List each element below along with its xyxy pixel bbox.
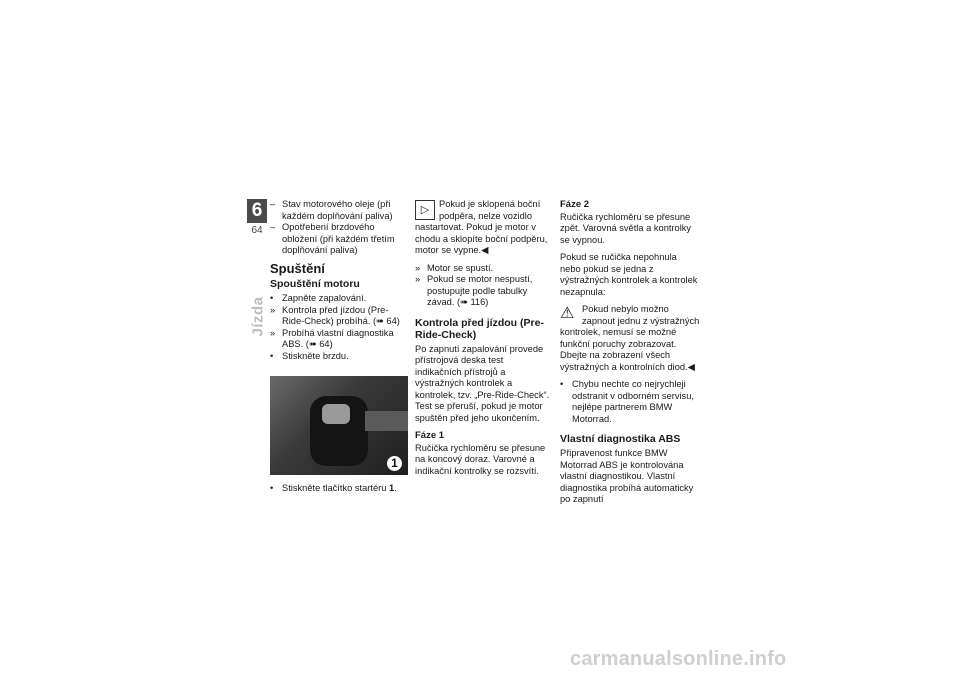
- handlebar-switch-photo: [270, 376, 408, 475]
- section-title: Spuštění: [270, 260, 325, 276]
- phase-title: Fáze 1: [415, 430, 445, 441]
- list-item: » Kontrola před jízdou (Pre-Ride-Check) probíhá. (➠ 64): [270, 304, 400, 326]
- watermark: carmanualsonline.info: [570, 648, 787, 670]
- list-item: • Stiskněte tlačítko startéru 1.: [270, 483, 397, 493]
- subsection-title: Spouštění motoru: [270, 278, 360, 290]
- photo-callout-label: 1: [387, 456, 402, 471]
- section-heading: Kontrola před jízdou (Pre-Ride-Check): [415, 316, 544, 341]
- chapter-number-tab: 6: [247, 199, 267, 223]
- paragraph: Pokud se ručička nepohnula nebo pokud se jedna z výstražných kontrolek a kontrolek nezapnula:: [560, 252, 698, 297]
- paragraph: Ručička rychloměru se přesune zpět. Varovná světla a kontrolky se vypnou.: [560, 211, 692, 245]
- list-item: • Stiskněte brzdu.: [270, 350, 349, 361]
- page-number: 64: [251, 225, 263, 236]
- warning-paragraph: ⚠ Pokud nebylo možno zapnout jednu z výstražných kontrolek, nemusí se možné funkční poruchy zobrazovat. Dbejte na zobrazení všech výstražných a kontrolních diod.◀: [560, 304, 700, 372]
- warning-triangle-icon: ⚠: [560, 305, 575, 322]
- chapter-vertical-title: Jízda: [249, 296, 267, 337]
- list-item: » Pokud se motor nespustí, postupujte podle tabulky závad. (➠ 116): [415, 274, 533, 307]
- list-item: – Opotřebení brzdového obložení (při každém třetím doplňování paliva): [270, 222, 395, 255]
- paragraph: Ručička rychloměru se přesune na koncový doraz. Varovné a indikační kontrolky se rozsvítí.: [415, 442, 546, 476]
- note-arrow-icon: ▷: [415, 200, 435, 220]
- note-paragraph: ▷ Pokud je sklopená boční podpěra, nelze vozidlo nastartovat. Pokud je motor v chodu a sklopíte boční podpěru, motor se vypne.◀: [415, 199, 548, 255]
- section-heading: Vlastní diagnostika ABS: [560, 433, 681, 445]
- list-item: • Chybu nechte co nejrychleji odstranit v odborném servisu, nejlépe partnerem BMW Motorrad.: [560, 379, 694, 424]
- phase-title: Fáze 2: [560, 199, 590, 210]
- list-item: » Motor se spustí.: [415, 262, 494, 273]
- column-3: [560, 199, 700, 506]
- list-item: » Probíhá vlastní diagnostika ABS. (➠ 64): [270, 327, 394, 349]
- column-1: [270, 199, 408, 495]
- list-item: • Zapněte zapalování.: [270, 293, 367, 303]
- paragraph: Po zapnutí zapalování provede přístrojová deska test indikačních přístrojů a výstražných kontrolek a kontrolek, tzv. „Pre-Ride-Check“. Test se přeruší, pokud je motor spuštěn před jeho ukončením.: [415, 343, 550, 423]
- list-item: – Stav motorového oleje (při každém doplňování paliva): [270, 199, 393, 221]
- column-2: [415, 199, 551, 477]
- paragraph: Připravenost funkce BMW Motorrad ABS je kontrolována vlastní diagnostikou. Vlastní diagnostika probíhá automaticky po zapnutí: [560, 448, 694, 504]
